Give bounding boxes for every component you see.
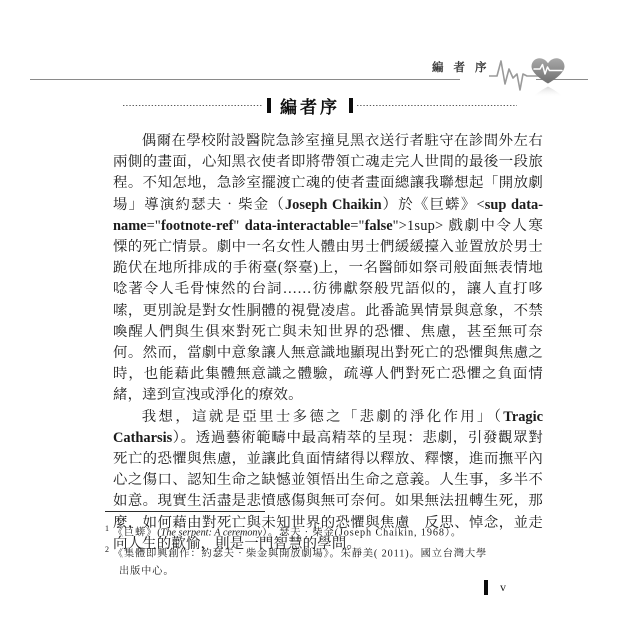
footnote-item-2 <box>105 542 545 562</box>
body-text-column <box>113 131 543 555</box>
running-header-title: 編 者 序 <box>432 60 490 74</box>
footnote-marker-1: 1 <box>105 524 110 533</box>
header-rule-left <box>30 79 460 80</box>
title-dotted-rule-left <box>123 105 263 106</box>
body-paragraph-1: 偶爾在學校附設醫院急診室撞見黑衣送行者駐守在診間外左右兩側的畫面，心知黑衣使者即將帶領亡魂走完人世間的最後一段旅程。不知怎地，急診室擺渡亡魂的使者畫面總讓我聯想起「開放劇場」導演約瑟夫‧柴金（Joseph Chaikin）於《巨蠎》<sup data-name="footnote-ref" data-interactable="false">1sup> 戲劇中令人寒慄的死亡情景。劇中一名女性人體由男士們緩緩擡入並置放於男士跪伏在地所排成的手術臺(祭臺)上，一名醫師如祭司般面無表情地唸著令人毛骨悚然的台詞……彷彿獻祭般咒語似的，讓人直打哆嗦，更別說是對女性胴體的視覺凌虐。此番詭異情景與意象，不禁喚醒人們與生俱來對死亡與未知世界的恐懼、焦慮，甚至無可奈何。然而，當劇中意象讓人無意識地顯現出對死亡的恐懼與焦慮之時，也能藉此集體無意識之體驗，疏導人們對死亡恐懼之負面情緒，達到宣洩或淨化的療效。 <box>113 133 544 404</box>
footnote-item-1 <box>105 521 545 541</box>
footnote-2-line-2: 出版中心。 <box>119 565 175 577</box>
footnote-1-text-after: ）。瑟夫‧柴金(Joseph Chaikin, 1968）。 <box>262 527 462 539</box>
footnote-separator-rule <box>105 511 265 512</box>
footnote-1-text-before: 《巨蠎》 <box>112 527 158 539</box>
running-header <box>0 28 640 86</box>
title-tick-right <box>349 98 353 113</box>
footnote-1-title-italic: The serpent: A ceremony <box>160 527 263 539</box>
footnote-1-open-paren: ( <box>157 527 161 539</box>
body-paragraph-2: 我想，這就是亞里士多德之「悲劇的淨化作用」（Tragic Catharsis）。透過藝術範疇中最高精萃的呈現：悲劇，引發觀眾對死亡的恐懼與焦慮，並讓此負面情緒得以釋放、釋懷，進而撫平內心之傷口、認知生命之缺憾並領悟出生命之意義。人生事，多半不如意。現實生活盡是悲憤感傷與無可奈何。如果無法扭轉生死，那麼，如何藉由對死亡與未知世界的恐懼與焦慮 反思、悼念，並走向人生的歡愉，則是一門智慧的學問。 <box>113 408 543 552</box>
footnote-marker-2: 2 <box>105 545 110 555</box>
title-dotted-rule-right <box>357 105 517 106</box>
footnote-2-line-1: 《集體即興創作：約瑟夫‧柴金與開放劇場》。朱靜美( 2011)。國立台灣大學 <box>112 548 488 560</box>
folio-tick <box>484 580 488 595</box>
page-title: 編者序 <box>280 97 340 118</box>
folio <box>484 580 506 595</box>
footnote-section <box>105 511 545 580</box>
title-tick-left <box>267 98 271 113</box>
page-number: v <box>500 580 506 594</box>
chapter-title-band <box>0 92 640 118</box>
